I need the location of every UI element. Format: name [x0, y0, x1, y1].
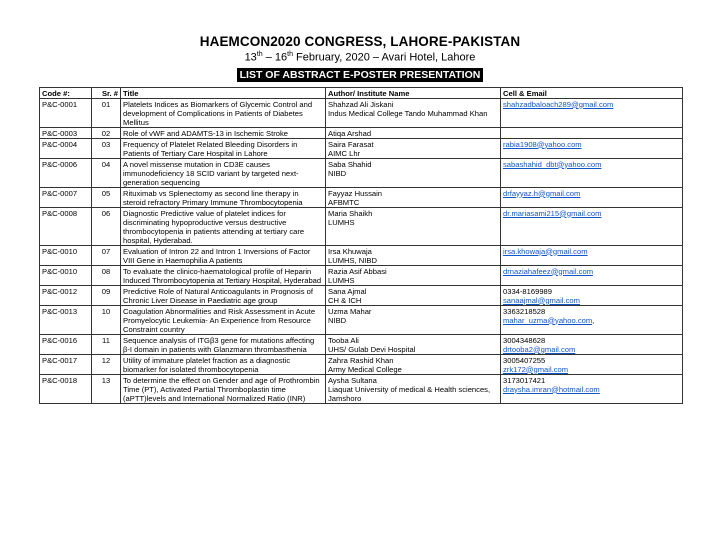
table-row	[40, 188, 683, 208]
code-cell	[40, 99, 92, 128]
phone-number: 0334-8169989	[503, 286, 552, 296]
date-start: 13	[244, 51, 257, 64]
institute-name: AIMC Lhr	[328, 148, 361, 158]
poster-title: To determine the effect on Gender and age of Prothrombin Time (PT), Activated Partial Thromboplastin time (aPTT)levels and International Normalized Ratio (INR)	[123, 375, 320, 403]
code-cell	[40, 159, 92, 188]
serial-cell	[92, 128, 121, 139]
author-cell	[326, 159, 501, 188]
poster-code: P&C-0006	[42, 159, 78, 169]
serial-cell	[92, 159, 121, 188]
poster-code: P&C-0004	[42, 139, 78, 149]
email-link[interactable]: drfayyaz.h@gmail.com	[503, 188, 581, 198]
table-row	[40, 139, 683, 159]
column-header-title: Title	[121, 88, 326, 99]
author-cell	[326, 188, 501, 208]
serial-number: 11	[102, 335, 110, 345]
table-row	[40, 246, 683, 266]
serial-cell	[92, 188, 121, 208]
date-separator: –	[262, 51, 275, 64]
email-link[interactable]: zrk172@gmail.com	[503, 364, 569, 374]
poster-code: P&C-0012	[42, 286, 78, 296]
institute-name: NIBD	[328, 168, 347, 178]
poster-code: P&C-0007	[42, 188, 78, 198]
contact-cell	[501, 355, 683, 375]
email-link[interactable]: drnaziahafeez@gmail.com	[503, 266, 594, 276]
author-name: Shahzad Ali Jiskani	[328, 99, 394, 109]
email-link[interactable]: mahar_uzma@yahoo.com	[503, 315, 593, 325]
institute-name: LUMHS, NIBD	[328, 255, 377, 265]
email-line	[503, 365, 680, 374]
author-cell	[326, 375, 501, 404]
date-end-suffix: th	[287, 51, 293, 58]
email-link[interactable]: rabia1908@yahoo.com	[503, 139, 582, 149]
title-cell	[121, 306, 326, 335]
author-cell	[326, 355, 501, 375]
serial-cell	[92, 306, 121, 335]
email-line	[503, 296, 680, 305]
title-cell	[121, 128, 326, 139]
email-line	[503, 267, 680, 276]
author-cell	[326, 335, 501, 355]
date-end: 16	[274, 51, 288, 64]
contact-cell	[501, 139, 683, 159]
email-line	[503, 140, 680, 149]
serial-number: 09	[101, 286, 111, 296]
document-title: HAEMCON2020 CONGRESS, LAHORE-PAKISTAN	[199, 34, 521, 49]
author-cell	[326, 208, 501, 246]
contact-cell	[501, 159, 683, 188]
email-line	[503, 247, 680, 256]
table-row	[40, 335, 683, 355]
email-line	[503, 189, 680, 198]
email-link[interactable]: draysha.imran@hotmail.com	[503, 384, 600, 394]
institute-name: LUMHS	[328, 275, 355, 285]
serial-number: 06	[101, 208, 111, 218]
email-link[interactable]: shahzadbaloach289@gmail.com	[503, 99, 614, 109]
serial-cell	[92, 286, 121, 306]
serial-number: 12	[101, 355, 111, 365]
institute-name: UHS/ Gulab Devi Hospital	[328, 344, 416, 354]
serial-number: 04	[101, 159, 111, 169]
contact-cell	[501, 208, 683, 246]
poster-title: Platelets Indices as Biomarkers of Glycemic Control and development of Complications in Patients of Diabetes Mellitus	[123, 99, 313, 127]
date-venue-text: February, 2020 – Avari Hotel, Lahore	[292, 51, 476, 64]
table-row	[40, 208, 683, 246]
code-cell	[40, 208, 92, 246]
poster-code: P&C-0010	[42, 246, 78, 256]
poster-table	[39, 87, 683, 404]
author-cell	[326, 266, 501, 286]
author-cell	[326, 246, 501, 266]
email-link[interactable]: sanaajmal@gmail.com	[503, 295, 580, 305]
email-link[interactable]: drtooba2@gmail.com	[503, 344, 576, 354]
contact-cell	[501, 246, 683, 266]
table-row	[40, 375, 683, 404]
serial-cell	[92, 266, 121, 286]
title-cell	[121, 335, 326, 355]
poster-title: Role of vWF and ADAMTS-13 in Ischemic Stroke	[123, 128, 289, 138]
email-line	[503, 209, 680, 218]
phone-number: 3004348628	[503, 335, 546, 345]
code-cell	[40, 188, 92, 208]
column-header-contact: Cell & Email	[501, 88, 683, 99]
code-cell	[40, 246, 92, 266]
author-name: Saira Farasat	[328, 139, 374, 149]
title-cell	[121, 266, 326, 286]
author-cell	[326, 286, 501, 306]
author-name: Atiqa Arshad	[328, 128, 372, 138]
poster-title: A novel missense mutation in CD3E causes immunodeficiency 18 SCID variant by targeted next-generation sequencing	[123, 159, 299, 187]
poster-title: Evaluation of Intron 22 and Intron 1 Inversions of Factor VIII Gene in Haemophilia A patients	[123, 246, 311, 265]
serial-number: 02	[101, 128, 111, 138]
contact-cell	[501, 266, 683, 286]
code-cell	[40, 355, 92, 375]
table-row	[40, 286, 683, 306]
code-cell	[40, 128, 92, 139]
code-cell	[40, 306, 92, 335]
phone-number: 3005407255	[503, 355, 546, 365]
contact-cell	[501, 375, 683, 404]
author-name: Aysha Sultana	[328, 375, 377, 385]
poster-code: P&C-0018	[42, 375, 78, 385]
poster-code: P&C-0017	[42, 355, 78, 365]
poster-code: P&C-0010	[42, 266, 78, 276]
date-start-suffix: th	[256, 51, 263, 58]
author-name: Fayyaz Hussain	[328, 188, 383, 198]
poster-title: Predictive Role of Natural Anticoagulants in Prognosis of Chronic Liver Disease in Paediatric age group	[123, 286, 313, 305]
table-row	[40, 266, 683, 286]
institute-name: LUMHS	[328, 217, 355, 227]
poster-title: Coagulation Abnormalities and Risk Assessment in Acute Promyelocytic Leukemia- An Experience from Resource Constraint country	[123, 306, 316, 334]
phone-number: 3363218528	[503, 306, 546, 316]
contact-cell	[501, 99, 683, 128]
serial-number: 01	[101, 99, 111, 109]
email-line	[503, 345, 680, 354]
email-suffix: ,	[592, 315, 595, 325]
author-name: Irsa Khuwaja	[328, 246, 372, 256]
poster-title: Diagnostic Predictive value of platelet indices for discriminating hypoproductive versus destructive thrombocytopenia in patients attending at tertiary care hospital, Hyderabad.	[123, 208, 305, 245]
serial-cell	[92, 246, 121, 266]
serial-number: 07	[101, 246, 111, 256]
poster-title: Sequence analysis of ITGβ3 gene for mutations affecting β-I domain in patients with Glanzmann thrombasthenia	[123, 335, 315, 354]
author-cell	[326, 139, 501, 159]
email-link[interactable]: dr.mariasami215@gmail.com	[503, 208, 602, 218]
institute-name: Army Medical College	[328, 364, 402, 374]
email-line	[503, 100, 680, 109]
title-cell	[121, 188, 326, 208]
code-cell	[40, 335, 92, 355]
contact-cell	[501, 335, 683, 355]
serial-number: 10	[101, 306, 111, 316]
title-cell	[121, 246, 326, 266]
table-row	[40, 159, 683, 188]
poster-title: Utility of immature platelet fraction as a diagnostic biomarker for isolated thrombocytopenia	[123, 355, 291, 374]
table-row	[40, 306, 683, 335]
author-cell	[326, 99, 501, 128]
author-name: Maria Shaikh	[328, 208, 373, 218]
poster-code: P&C-0001	[42, 99, 78, 109]
code-cell	[40, 286, 92, 306]
serial-cell	[92, 375, 121, 404]
serial-number: 13	[101, 375, 111, 385]
document-header	[0, 0, 720, 83]
serial-number: 03	[101, 139, 111, 149]
serial-cell	[92, 99, 121, 128]
author-name: Tooba Ali	[328, 335, 359, 345]
contact-cell	[501, 306, 683, 335]
poster-code: P&C-0013	[42, 306, 78, 316]
institute-name: Liaquat University of medical & Health sciences, Jamshoro	[328, 384, 491, 403]
poster-code: P&C-0016	[42, 335, 78, 345]
institute-name: NIBD	[328, 315, 347, 325]
email-link[interactable]: irsa.khowaja@gmail.com	[503, 246, 588, 256]
code-cell	[40, 139, 92, 159]
author-cell	[326, 128, 501, 139]
title-cell	[121, 208, 326, 246]
poster-code: P&C-0003	[42, 128, 78, 138]
contact-cell	[501, 188, 683, 208]
phone-number: 3173017421	[503, 375, 546, 385]
institute-name: AFBMTC	[328, 197, 360, 207]
poster-title: Rituximab vs Splenectomy as second line therapy in steroid refractory Primary Immune Thrombocytopenia	[123, 188, 303, 207]
contact-cell	[501, 128, 683, 139]
title-cell	[121, 286, 326, 306]
email-link[interactable]: sabashahid_dbt@yahoo.com	[503, 159, 602, 169]
table-row	[40, 99, 683, 128]
code-cell	[40, 375, 92, 404]
author-name: Sana Ajmal	[328, 286, 367, 296]
list-banner: LIST OF ABSTRACT E-POSTER PRESENTATION	[237, 68, 484, 82]
title-cell	[121, 99, 326, 128]
serial-cell	[92, 335, 121, 355]
event-date-venue	[0, 51, 720, 64]
author-name: Razia Asif Abbasi	[328, 266, 387, 276]
title-cell	[121, 375, 326, 404]
author-name: Zahra Rashid Khan	[328, 355, 394, 365]
poster-title: Frequency of Platelet Related Bleeding Disorders in Patients of Tertiary Care Hospital in Lahore	[123, 139, 298, 158]
table-row	[40, 128, 683, 139]
email-line	[503, 160, 680, 169]
contact-cell	[501, 286, 683, 306]
title-cell	[121, 159, 326, 188]
table-header-row	[40, 88, 683, 99]
serial-number: 08	[101, 266, 111, 276]
author-name: Uzma Mahar	[328, 306, 372, 316]
email-line	[503, 316, 680, 325]
code-cell	[40, 266, 92, 286]
table-row	[40, 355, 683, 375]
serial-number: 05	[101, 188, 111, 198]
author-name: Saba Shahid	[328, 159, 372, 169]
serial-cell	[92, 208, 121, 246]
institute-name: Indus Medical College Tando Muhammad Khan	[328, 108, 488, 118]
poster-code: P&C-0008	[42, 208, 78, 218]
column-header-sr: Sr. #	[92, 88, 121, 99]
serial-cell	[92, 355, 121, 375]
title-cell	[121, 355, 326, 375]
title-cell	[121, 139, 326, 159]
author-cell	[326, 306, 501, 335]
email-line	[503, 385, 680, 394]
column-header-author: Author/ Institute Name	[326, 88, 501, 99]
institute-name: CH & ICH	[328, 295, 362, 305]
column-header-code: Code #:	[40, 88, 92, 99]
serial-cell	[92, 139, 121, 159]
poster-title: To evaluate the clinico-haematological profile of Heparin Induced Thrombocytopenia at Tertiary Hospital, Hyderabad	[123, 266, 322, 285]
